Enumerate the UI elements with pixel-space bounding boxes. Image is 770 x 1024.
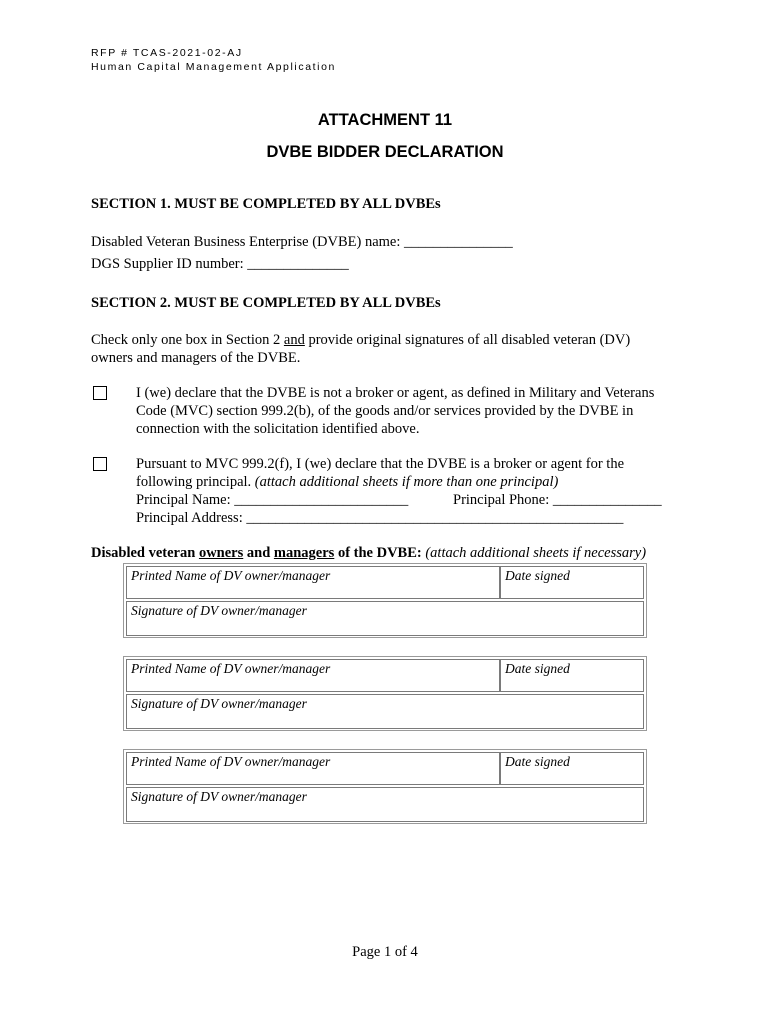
principal-phone-field[interactable]: Principal Phone: _______________ [453,492,662,508]
attachment-title: ATTACHMENT 11 [317,111,453,129]
principal-name-field[interactable]: Principal Name: ________________________ [136,492,409,508]
option1-line3: connection with the solicitation identified above. [136,421,420,437]
rfp-number: RFP # TCAS-2021-02-AJ [91,47,243,59]
date-signed-field[interactable]: Date signed [500,752,644,785]
page-number: Page 1 of 4 [352,944,418,960]
date-signed-field[interactable]: Date signed [500,566,644,599]
declaration-title: DVBE BIDDER DECLARATION [266,143,504,161]
dvbe-name-field[interactable]: Disabled Veteran Business Enterprise (DVBE) name: _______________ [91,234,513,250]
owners-heading: Disabled veteran owners and managers of the DVBE: (attach additional sheets if necessary) [91,545,647,561]
printed-name-field[interactable]: Printed Name of DV owner/manager [126,566,500,599]
not-broker-checkbox[interactable] [93,386,107,400]
supplier-id-field[interactable]: DGS Supplier ID number: ______________ [91,256,349,272]
signature-field[interactable]: Signature of DV owner/manager [126,694,644,729]
rfp-subtitle: Human Capital Management Application [91,61,336,73]
section2-instructions-line2: owners and managers of the DVBE. [91,350,301,366]
printed-name-field[interactable]: Printed Name of DV owner/manager [126,752,500,785]
section2-heading: SECTION 2. MUST BE COMPLETED BY ALL DVBEs [91,295,441,311]
signature-field[interactable]: Signature of DV owner/manager [126,601,644,636]
option2-line1: Pursuant to MVC 999.2(f), I (we) declare that the DVBE is a broker or agent for the [136,456,625,472]
principal-address-field[interactable]: Principal Address: ____________________________________________________ [136,510,624,526]
section2-instructions: Check only one box in Section 2 and provide original signatures of all disabled veteran (DV) [91,332,631,348]
printed-name-field[interactable]: Printed Name of DV owner/manager [126,659,500,692]
signature-field[interactable]: Signature of DV owner/manager [126,787,644,822]
section1-heading: SECTION 1. MUST BE COMPLETED BY ALL DVBEs [91,196,441,212]
option1-line2: Code (MVC) section 999.2(b), of the goods and/or services provided by the DVBE in [136,403,634,419]
option2-line2: following principal. (attach additional sheets if more than one principal) [136,474,559,490]
date-signed-field[interactable]: Date signed [500,659,644,692]
owner-block-2 [123,656,647,731]
owner-block-3 [123,749,647,824]
broker-checkbox[interactable] [93,457,107,471]
option1-line1: I (we) declare that the DVBE is not a broker or agent, as defined in Military and Veterans [136,385,655,401]
owner-block-1 [123,563,647,638]
